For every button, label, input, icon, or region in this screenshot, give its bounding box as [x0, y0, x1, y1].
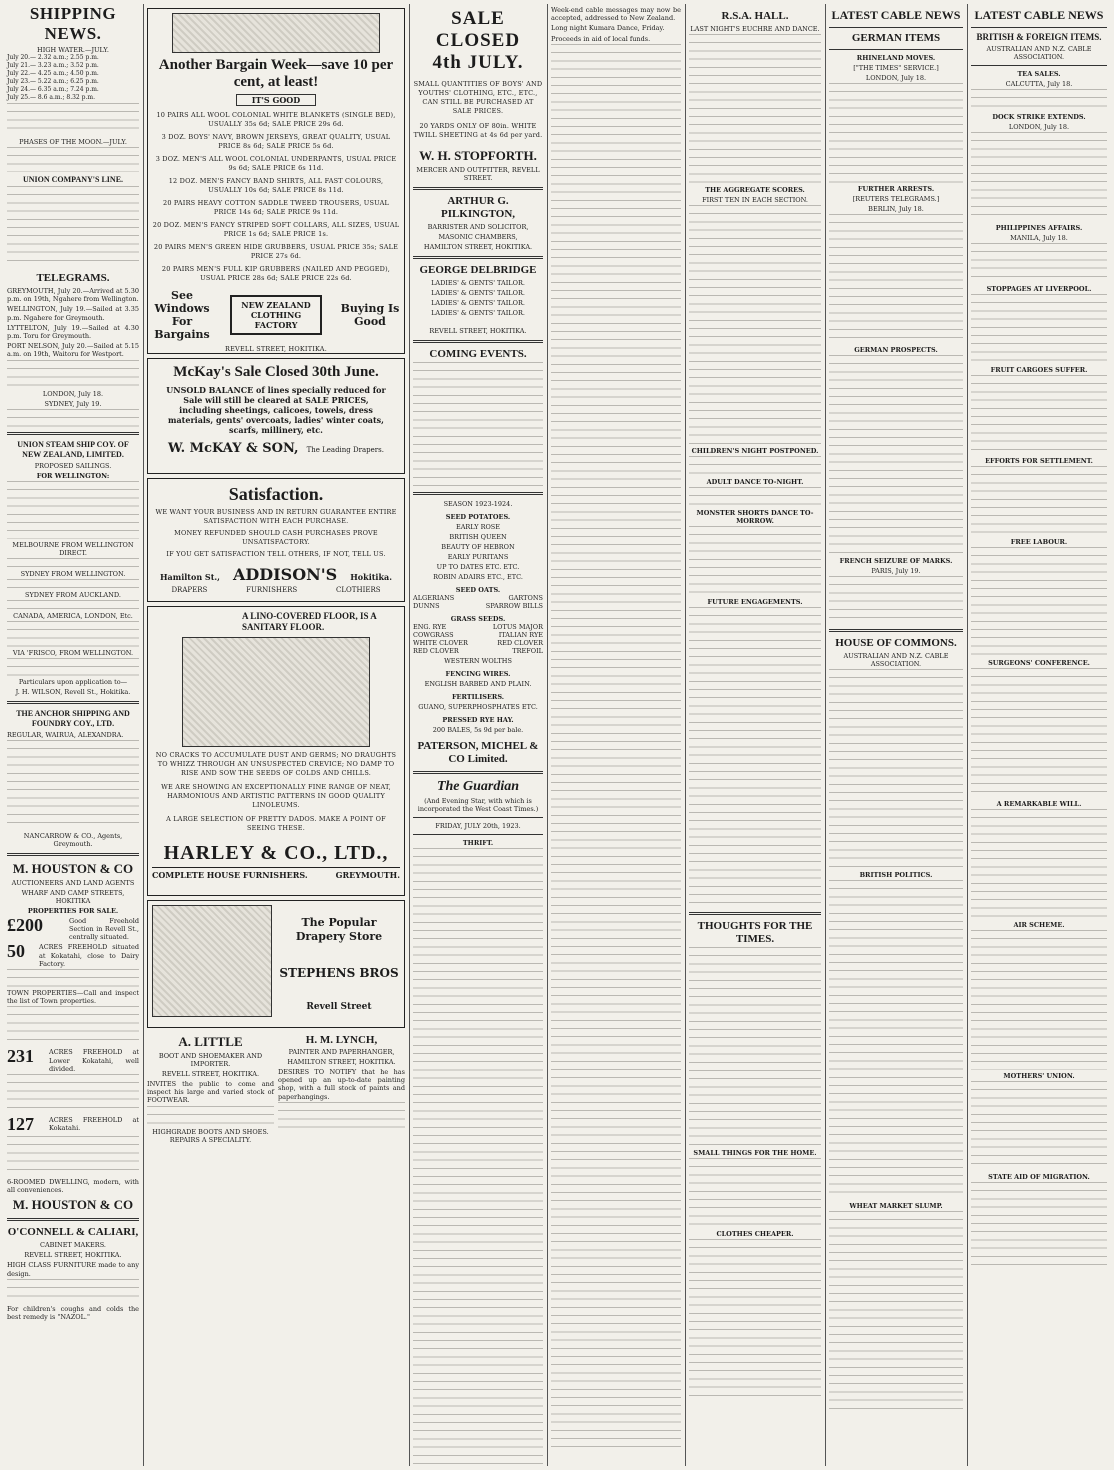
nazol-text: For children's coughs and colds the best remedy is "NAZOL.": [7, 1304, 139, 1322]
little-name: A. LITTLE: [178, 1034, 243, 1049]
column-rsa: [686, 4, 824, 1466]
dateline: LONDON, July 18.: [42, 389, 104, 398]
mckay-title: McKay's Sale Closed 30th June.: [173, 364, 379, 380]
lynch-text: DESIRES TO NOTIFY that he has opened up an up-to-date painting shop, with a full stock of paints and paperhangings.: [278, 1068, 405, 1101]
cable-association: AUSTRALIAN AND N.Z. CABLE ASSOCIATION.: [843, 652, 949, 668]
masonic-chambers: MASONIC CHAMBERS,: [438, 233, 518, 241]
divider: [413, 256, 543, 259]
auctioneers-text: AUCTIONEERS AND LAND AGENTS: [11, 878, 135, 887]
text-block: [689, 1239, 821, 1399]
guano-text: GUANO, SUPERPHOSPHATES ETC.: [418, 703, 538, 711]
property-desc: Good Freehold Section in Revell St., centrally situated.: [69, 916, 139, 942]
sale-text: SMALL QUANTITIES OF BOYS' AND YOUTHS' CLOTHING, ETC., ETC., CAN STILL BE PURCHASED AT SALE PRICES.: [413, 80, 543, 115]
steam-ship-heading: UNION STEAM SHIP COY. OF NEW ZEALAND, LIMITED.: [17, 439, 129, 459]
text-block: [689, 205, 821, 445]
guardian-masthead: The Guardian: [436, 779, 520, 794]
acres-127: 127: [7, 1114, 34, 1135]
bargain-title: Another Bargain Week—save 10 per cent, at least!: [158, 57, 394, 90]
grass-variety: COWGRASS: [413, 631, 454, 639]
harley-subtitle: COMPLETE HOUSE FURNISHERS.: [152, 870, 308, 880]
text-block: [7, 621, 139, 647]
text-block: [689, 526, 821, 596]
german-items-heading: GERMAN ITEMS: [851, 32, 941, 44]
dock-strike-heading: DOCK STRIKE EXTENDS.: [992, 113, 1086, 121]
bargain-item: 20 PAIRS HEAVY COTTON SADDLE TWEED TROUSERS, USUAL PRICE 14s 6d; SALE PRICE 9s 11d.: [163, 199, 389, 216]
addison-street: Hamilton St.,: [160, 572, 220, 582]
delbridge-name: GEORGE DELBRIDGE: [419, 264, 537, 276]
mckay-ad: [147, 358, 405, 474]
text-block: [7, 1074, 139, 1114]
text-block: [7, 1006, 139, 1046]
potato-variety: BRITISH QUEEN: [449, 533, 507, 541]
grass-variety: WHITE CLOVER: [413, 639, 468, 647]
bargain-item: 12 DOZ. MEN'S FANCY BAND SHIRTS, ALL FAST COLOURS, USUALLY 10s 6d; SALE PRICE 8s 11d.: [168, 177, 384, 194]
stephens-street: Revell Street: [306, 1002, 372, 1012]
air-scheme-heading: AIR SCHEME.: [1013, 921, 1065, 929]
text-block: [7, 481, 139, 539]
potato-variety: ROBIN ADAIRS ETC., ETC.: [433, 573, 523, 581]
text-block: [829, 669, 963, 869]
tailor-line: LADIES' & GENTS' TAILOR.: [431, 309, 525, 317]
text-block: [689, 607, 821, 907]
oat-variety: GARTONS: [508, 594, 543, 602]
addisons-ad: [147, 478, 405, 602]
grass-variety: ENG. RYE: [413, 623, 447, 631]
its-good-badge: IT'S GOOD: [236, 94, 316, 106]
sailing-route: CANADA, AMERICA, LONDON, Etc.: [13, 611, 133, 620]
sale-closed-heading: SALE CLOSED: [435, 8, 521, 51]
mckay-tagline: The Leading Drapers.: [306, 446, 384, 454]
french-seizure-heading: FRENCH SEIZURE OF MARKS.: [839, 557, 953, 565]
stopforth-name: W. H. STOPFORTH.: [419, 148, 537, 163]
text-block: [829, 214, 963, 344]
grass-seeds-heading: GRASS SEEDS.: [450, 615, 506, 623]
for-wellington: FOR WELLINGTON:: [36, 471, 110, 480]
lino-title: A LINO-COVERED FLOOR, IS A SANITARY FLOOR.: [242, 611, 377, 632]
moon-phases-heading: PHASES OF THE MOON.—JULY.: [19, 138, 127, 146]
pilkington-sub: BARRISTER AND SOLICITOR,: [427, 223, 529, 231]
properties-heading: PROPERTIES FOR SALE.: [27, 906, 119, 915]
satisfaction-line: IF YOU GET SATISFACTION TELL OTHERS, IF NOT, TELL US.: [166, 550, 386, 558]
thrift-heading: THRIFT.: [462, 839, 494, 847]
oat-variety: DUNNS: [413, 602, 440, 610]
furniture-text: HIGH CLASS FURNITURE made to any design.: [7, 1261, 139, 1278]
acres-50: 50: [7, 941, 25, 962]
mothers-union-heading: MOTHERS' UNION.: [1003, 1072, 1075, 1080]
anchor-company-heading: THE ANCHOR SHIPPING AND FOUNDRY COY., LTD.: [16, 708, 130, 728]
high-water-heading: HIGH WATER.—JULY.: [37, 46, 109, 54]
text-block: [7, 147, 139, 172]
sale-text: 20 YARDS ONLY OF 80in. WHITE TWILL SHEETING at 4s 6d per yard.: [413, 122, 543, 139]
acres-231: 231: [7, 1046, 34, 1067]
stephens-tagline: The Popular Drapery Store: [295, 916, 383, 943]
anchor-agents: NANCARROW & CO., Agents, Greymouth.: [23, 831, 123, 848]
harley-town: GREYMOUTH.: [335, 870, 400, 880]
news-item: Proceeds in aid of local funds.: [551, 34, 651, 43]
fertilisers-heading: FERTILISERS.: [451, 693, 505, 701]
fencing-sub: ENGLISH BARBED AND PLAIN.: [424, 680, 532, 688]
tide-row: July 20.— 2.32 a.m.; 2.55 p.m.: [7, 54, 99, 61]
times-service: ["THE TIMES" SERVICE.]: [853, 64, 939, 72]
little-street: REVELL STREET, HOKITIKA.: [161, 1070, 260, 1078]
dateline: CALCUTTA, July 18.: [1005, 80, 1073, 88]
latest-cable-heading: LATEST CABLE NEWS: [831, 8, 961, 22]
text-block: [971, 243, 1107, 283]
grass-variety: ITALIAN RYE: [498, 631, 543, 639]
guardian-subtitle: (And Evening Star, with which is incorporated the West Coast Times.): [417, 797, 539, 813]
text-block: [971, 375, 1107, 455]
text-block: [147, 1106, 274, 1126]
text-block: [829, 355, 963, 555]
fencing-heading: FENCING WIRES.: [445, 670, 511, 678]
wheat-slump-heading: WHEAT MARKET SLUMP.: [849, 1202, 943, 1210]
divider: [413, 187, 543, 190]
rhineland-heading: RHINELAND MOVES.: [856, 54, 936, 62]
text-block: [7, 186, 139, 268]
latest-cable-heading: LATEST CABLE NEWS: [974, 8, 1104, 22]
harley-lino-ad: [147, 606, 405, 896]
tide-row: July 23.— 5.22 a.m.; 6.25 p.m.: [7, 78, 99, 85]
rsa-subheading: LAST NIGHT'S EUCHRE AND DANCE.: [690, 25, 820, 33]
aggregate-heading: THE AGGREGATE SCORES.: [705, 186, 805, 194]
british-foreign-heading: BRITISH & FOREIGN ITEMS.: [976, 32, 1102, 42]
column-advertisements: [144, 4, 408, 1466]
text-block: [829, 576, 963, 624]
text-block: [689, 456, 821, 476]
property-200: [7, 915, 139, 942]
little-lynch-row: [147, 1034, 405, 1144]
text-block: [7, 558, 139, 568]
lynch-trade: PAINTER AND PAPERHANGER,: [288, 1048, 395, 1056]
divider: [829, 629, 963, 632]
text-block: [829, 83, 963, 183]
text-block: [413, 362, 543, 487]
future-engagements-heading: FUTURE ENGAGEMENTS.: [707, 598, 803, 606]
season-text: SEASON 1923-1924.: [443, 500, 513, 508]
see-windows-text: See Windows For Bargains: [154, 289, 210, 341]
tide-row: July 24.— 6.35 a.m.; 7.24 p.m.: [7, 86, 99, 93]
philippines-heading: PHILIPPINES AFFAIRS.: [995, 224, 1083, 232]
column-local-news: [548, 4, 684, 1466]
bargain-item: 20 PAIRS MEN'S GREEN HIDE GRUBBERS, USUAL PRICE 35s; SALE PRICE 27s 6d.: [153, 243, 399, 260]
text-block: [829, 1211, 963, 1411]
little-trade: BOOT AND SHOEMAKER AND IMPORTER.: [158, 1052, 263, 1068]
property-50: [7, 941, 139, 968]
clothes-cheaper-heading: CLOTHES CHEAPER.: [716, 1230, 794, 1238]
property-231: [7, 1046, 139, 1073]
free-labour-heading: FREE LABOUR.: [1010, 538, 1068, 546]
text-block: [7, 409, 139, 427]
column-british-foreign: [968, 4, 1110, 1466]
remarkable-will-heading: A REMARKABLE WILL.: [996, 800, 1082, 808]
pressed-hay-heading: PRESSED RYE HAY.: [442, 716, 514, 724]
bargain-item: 10 PAIRS ALL WOOL COLONIAL WHITE BLANKETS (SINGLE BED), USUALLY 35s 6d; SALE PRICE 29s 6d.: [156, 111, 396, 128]
grass-variety: TREFOIL: [512, 647, 543, 655]
property-desc: ACRES FREEHOLD at Kokatahi.: [49, 1116, 139, 1133]
newspaper-page: [4, 4, 1110, 1466]
property-desc: ACRES FREEHOLD at Lower Kokatahi, well divided.: [49, 1048, 139, 1073]
telegram-item: WELLINGTON, July 19.—Sailed at 3.35 p.m. Ngahere for Greymouth.: [7, 305, 139, 322]
text-block: [7, 600, 139, 610]
union-company-heading: UNION COMPANY'S LINE.: [22, 175, 124, 184]
houston-heading: M. HOUSTON & CO: [12, 860, 134, 876]
oat-variety: ALGERIANS: [413, 594, 455, 602]
text-block: [689, 34, 821, 184]
sailing-route: SYDNEY FROM AUCKLAND.: [25, 590, 121, 599]
addison-town: Hokitika.: [350, 572, 392, 582]
property-desc: ACRES FREEHOLD situated at Kokatahi, close to Dairy Factory.: [39, 943, 139, 968]
thoughts-heading: THOUGHTS FOR THE TIMES.: [697, 920, 813, 945]
proposed-sailings: PROPOSED SAILINGS.: [34, 461, 112, 470]
dwelling-text: 6-ROOMED DWELLING, modern, with all conveniences.: [7, 1178, 139, 1195]
delbridge-street: REVELL STREET, HOKITIKA.: [429, 327, 527, 335]
potato-variety: UP TO DATES ETC. ETC.: [436, 563, 520, 571]
adult-dance-heading: ADULT DANCE TO-NIGHT.: [706, 478, 804, 486]
telegrams-heading: TELEGRAMS.: [36, 272, 110, 284]
coming-events-heading: COMING EVENTS.: [429, 348, 527, 360]
seed-oats-heading: SEED OATS.: [455, 586, 501, 594]
tailor-line: LADIES' & GENTS' TAILOR.: [431, 299, 525, 307]
grass-variety: RED CLOVER: [413, 647, 459, 655]
satisfaction-line: WE WANT YOUR BUSINESS AND IN RETURN GUARANTEE ENTIRE SATISFACTION WITH EACH PURCHASE.: [155, 508, 397, 525]
dateline: LONDON, July 18.: [1008, 123, 1070, 131]
paterson-name: PATERSON, MICHEL & CO Limited.: [417, 740, 539, 765]
addison-trade: FURNISHERS: [246, 586, 298, 594]
text-block: [971, 466, 1107, 536]
potato-variety: BEAUTY OF HEBRON: [441, 543, 515, 551]
satisfaction-title: Satisfaction.: [228, 484, 324, 504]
sale-date: 4th JULY.: [432, 52, 524, 73]
wharf-text: WHARF AND CAMP STREETS, HOKITIKA: [21, 888, 125, 905]
grass-variety: RED CLOVER: [497, 639, 543, 647]
lino-floor-image: [182, 637, 370, 747]
divider: [971, 27, 1107, 28]
town-properties: TOWN PROPERTIES—Call and inspect the list of Town properties.: [7, 989, 139, 1006]
divider: [413, 834, 543, 835]
house-of-commons-heading: HOUSE OF COMMONS.: [835, 637, 957, 649]
tide-row: July 25.— 8.6 a.m.; 8.32 p.m.: [7, 94, 96, 101]
stephens-ad: [147, 900, 405, 1028]
rsa-heading: R.S.A. HALL.: [721, 10, 789, 22]
tide-table: [7, 54, 139, 102]
bargain-item: 3 DOZ. BOYS' NAVY, BROWN JERSEYS, GREAT QUALITY, USUAL PRICE 8s 6d; SALE PRICE 5s 6d.: [161, 133, 391, 150]
divider: [413, 492, 543, 495]
divider: [7, 701, 139, 704]
store-front-image: [152, 905, 272, 1017]
text-block: [971, 930, 1107, 1070]
sailing-route: MELBOURNE FROM WELLINGTON DIRECT.: [12, 540, 134, 557]
property-127: [7, 1114, 139, 1135]
potato-variety: EARLY ROSE: [455, 523, 500, 531]
telegram-item: GREYMOUTH, July 20.—Arrived at 5.30 p.m. on 19th, Ngahere from Wellington.: [7, 287, 139, 304]
little-text2: HIGHGRADE BOOTS AND SHOES. REPAIRS A SPECIALITY.: [152, 1127, 269, 1144]
stephens-name: STEPHENS BROS: [279, 966, 399, 980]
bargain-item: 3 DOZ. MEN'S ALL WOOL COLONIAL UNDERPANTS, USUAL PRICE 9s 6d; SALE PRICE 6s 11d.: [155, 155, 397, 172]
lynch-street: HAMILTON STREET, HOKITIKA.: [287, 1058, 396, 1066]
stoppages-heading: STOPPAGES AT LIVERPOOL.: [986, 285, 1092, 293]
settlement-heading: EFFORTS FOR SETTLEMENT.: [985, 457, 1093, 465]
guardian-date: FRIDAY, JULY 20th, 1923.: [435, 822, 521, 830]
addison-name: ADDISON'S: [233, 565, 338, 584]
text-block: [7, 103, 139, 136]
text-block: [971, 809, 1107, 919]
grass-variety: WESTERN WOLTHS: [444, 657, 512, 665]
divider: [7, 1218, 139, 1221]
surgeons-heading: SURGEONS' CONFERENCE.: [988, 659, 1090, 667]
cable-association: AUSTRALIAN AND N.Z. CABLE ASSOCIATION.: [986, 45, 1092, 61]
anchor-ships: REGULAR, WAIRUA, ALEXANDRA.: [7, 730, 124, 739]
mckay-name: W. McKAY & SON,: [168, 441, 299, 456]
fruit-cargoes-heading: FRUIT CARGOES SUFFER.: [990, 366, 1088, 374]
divider: [7, 853, 139, 856]
addison-trade: DRAPERS: [171, 586, 208, 594]
agent-name: J. H. WILSON, Revell St., Hokitika.: [15, 687, 131, 696]
divider: [689, 912, 821, 915]
dateline: MANILA, July 18.: [1010, 234, 1068, 242]
seed-potatoes-heading: SEED POTATOES.: [445, 513, 511, 521]
pilkington-name: ARTHUR G. PILKINGTON,: [440, 195, 516, 220]
first-ten-heading: FIRST TEN IN EACH SECTION.: [702, 196, 808, 204]
tailor-line: LADIES' & GENTS' TAILOR.: [431, 289, 525, 297]
shop-banner-image: [172, 13, 380, 53]
bargain-item: 20 DOZ. MEN'S FANCY STRIPED SOFT COLLARS, ALL SIZES, USUAL PRICE 1s 6d; SALE PRICE 1s.: [152, 221, 400, 238]
column-shipping: [4, 4, 142, 1466]
little-ad: [147, 1034, 274, 1144]
german-prospects-heading: GERMAN PROSPECTS.: [854, 346, 938, 354]
dateline: SYDNEY, July 19.: [44, 399, 102, 408]
divider: [413, 817, 543, 818]
telegram-item: LYTTELTON, July 19.—Sailed at 4.30 p.m. Toru for Greymouth.: [7, 323, 139, 341]
divider: [829, 49, 963, 50]
divider: [413, 340, 543, 343]
sailing-route: VIA 'FRISCO, FROM WELLINGTON.: [12, 648, 134, 657]
text-block: [689, 947, 821, 1147]
text-block: [971, 1081, 1107, 1171]
monster-shorts-heading: MONSTER SHORTS DANCE TO-MORROW.: [696, 509, 814, 525]
stopforth-sub: MERCER AND OUTFITTER, REVELL STREET.: [416, 166, 540, 182]
particulars-text: Particulars upon application to—: [18, 677, 128, 686]
text-block: [971, 668, 1107, 798]
text-block: [829, 880, 963, 1200]
houston-footer: M. HOUSTON & CO: [12, 1197, 134, 1213]
text-block: [7, 1279, 139, 1303]
text-block: [971, 1182, 1107, 1272]
potato-variety: EARLY PURITANS: [447, 553, 509, 561]
text-block: [971, 89, 1107, 111]
cabinet-makers: CABINET MAKERS.: [40, 1241, 106, 1250]
tailor-line: LADIES' & GENTS' TAILOR.: [431, 279, 525, 287]
grass-variety: LOTUS MAJOR: [492, 623, 543, 631]
lynch-name: H. M. LYNCH,: [305, 1034, 378, 1046]
price-200: £200: [7, 914, 43, 935]
lino-text: NO CRACKS TO ACCUMULATE DUST AND GERMS; NO DRAUGHTS TO WHIZZ THROUGH AN UNSUSPECTED CREVICE; NO DAMP TO RISE AND SOW THE SEEDS OF COLDS AND CHILLS.: [155, 751, 397, 777]
sailing-route: SYDNEY FROM WELLINGTON.: [20, 569, 126, 578]
harley-name: HARLEY & CO., LTD.,: [163, 842, 389, 864]
text-block: [7, 360, 139, 388]
news-item: Long night Kumara Dance, Friday.: [551, 24, 665, 33]
dateline: LONDON, July 18.: [865, 74, 927, 82]
pilkington-street: HAMILTON STREET, HOKITIKA.: [423, 243, 533, 251]
nz-clothing-logo: NEW ZEALAND CLOTHING FACTORY: [230, 295, 322, 335]
column-german-items: [826, 4, 966, 1466]
satisfaction-line: MONEY REFUNDED SHOULD CASH PURCHASES PROVE UNSATISFACTORY.: [174, 529, 378, 546]
text-block: [7, 579, 139, 589]
news-text: [551, 44, 681, 1454]
further-arrests-heading: FURTHER ARRESTS.: [857, 185, 935, 193]
tea-sales-heading: TEA SALES.: [1017, 70, 1061, 78]
cabinet-street: REVELL STREET, HOKITIKA.: [24, 1251, 122, 1260]
divider: [829, 27, 963, 28]
lino-text: WE ARE SHOWING AN EXCEPTIONALLY FINE RANGE OF NEAT, HARMONIOUS AND ARTISTIC PATTERNS IN GOOD QUALITY LINOLEUMS.: [161, 783, 391, 809]
buying-text: Buying Is Good: [340, 302, 400, 328]
divider: [7, 432, 139, 435]
telegram-item: PORT NELSON, July 20.—Sailed at 5.15 a.m. on 19th, Waitoru for Westport.: [7, 342, 139, 359]
text-block: [278, 1102, 405, 1130]
addison-trade: CLOTHIERS: [336, 586, 381, 594]
text-block: [971, 132, 1107, 222]
text-block: [689, 1158, 821, 1228]
mckay-text: UNSOLD BALANCE of lines specially reduced for Sale will still be cleared at SALE PRICES, including sheetings, calicoes, towels, dress materials, gents' overcoats, ladies' winter coats, scarfs, millinery, etc.: [166, 385, 386, 435]
lynch-ad: [278, 1034, 405, 1144]
divider: [971, 65, 1107, 66]
divider: [413, 771, 543, 774]
tide-row: July 22.— 4.25 a.m.; 4.50 p.m.: [7, 70, 99, 77]
reuters-service: [REUTERS TELEGRAMS.]: [852, 195, 940, 203]
bargain-week-ad: [147, 8, 405, 354]
text-block: [689, 487, 821, 507]
dateline: BERLIN, July 18.: [868, 205, 924, 213]
text-block: [7, 658, 139, 676]
shipping-news-heading: SHIPPING NEWS.: [29, 4, 117, 43]
lino-text: A LARGE SELECTION OF PRETTY DADOS. MAKE A POINT OF SEEING THESE.: [166, 815, 386, 832]
oconnell-heading: O'CONNELL & CALIARI,: [7, 1226, 139, 1239]
state-aid-heading: STATE AID OF MIGRATION.: [988, 1173, 1090, 1181]
british-politics-heading: BRITISH POLITICS.: [859, 871, 933, 879]
editorial-text: [413, 848, 543, 1466]
bargain-item: 20 PAIRS MEN'S FULL KIP GRUBBERS (NAILED AND PEGGED), USUAL PRICE 28s 6d; SALE PRICE 22s 6d.: [161, 265, 391, 282]
tide-row: July 21.— 3.23 a.m.; 3.52 p.m.: [7, 62, 99, 69]
clothing-street: REVELL STREET, HOKITIKA.: [225, 345, 327, 353]
dateline: PARIS, July 19.: [871, 567, 921, 575]
childrens-night-heading: CHILDREN'S NIGHT POSTPONED.: [691, 447, 819, 455]
bales-text: 200 BALES, 5s 9d per bale.: [432, 726, 524, 734]
text-block: [971, 294, 1107, 364]
text-block: [971, 547, 1107, 657]
text-block: [7, 1136, 139, 1176]
column-business: [410, 4, 546, 1466]
oat-variety: SPARROW BILLS: [485, 602, 543, 610]
text-block: [7, 969, 139, 987]
news-item: Week-end cable messages may now be accepted, addressed to New Zealand.: [551, 6, 681, 23]
small-things-heading: SMALL THINGS FOR THE HOME.: [693, 1149, 817, 1157]
little-text: INVITES the public to come and inspect his large and varied stock of FOOTWEAR.: [147, 1080, 274, 1105]
text-block: [7, 740, 139, 830]
